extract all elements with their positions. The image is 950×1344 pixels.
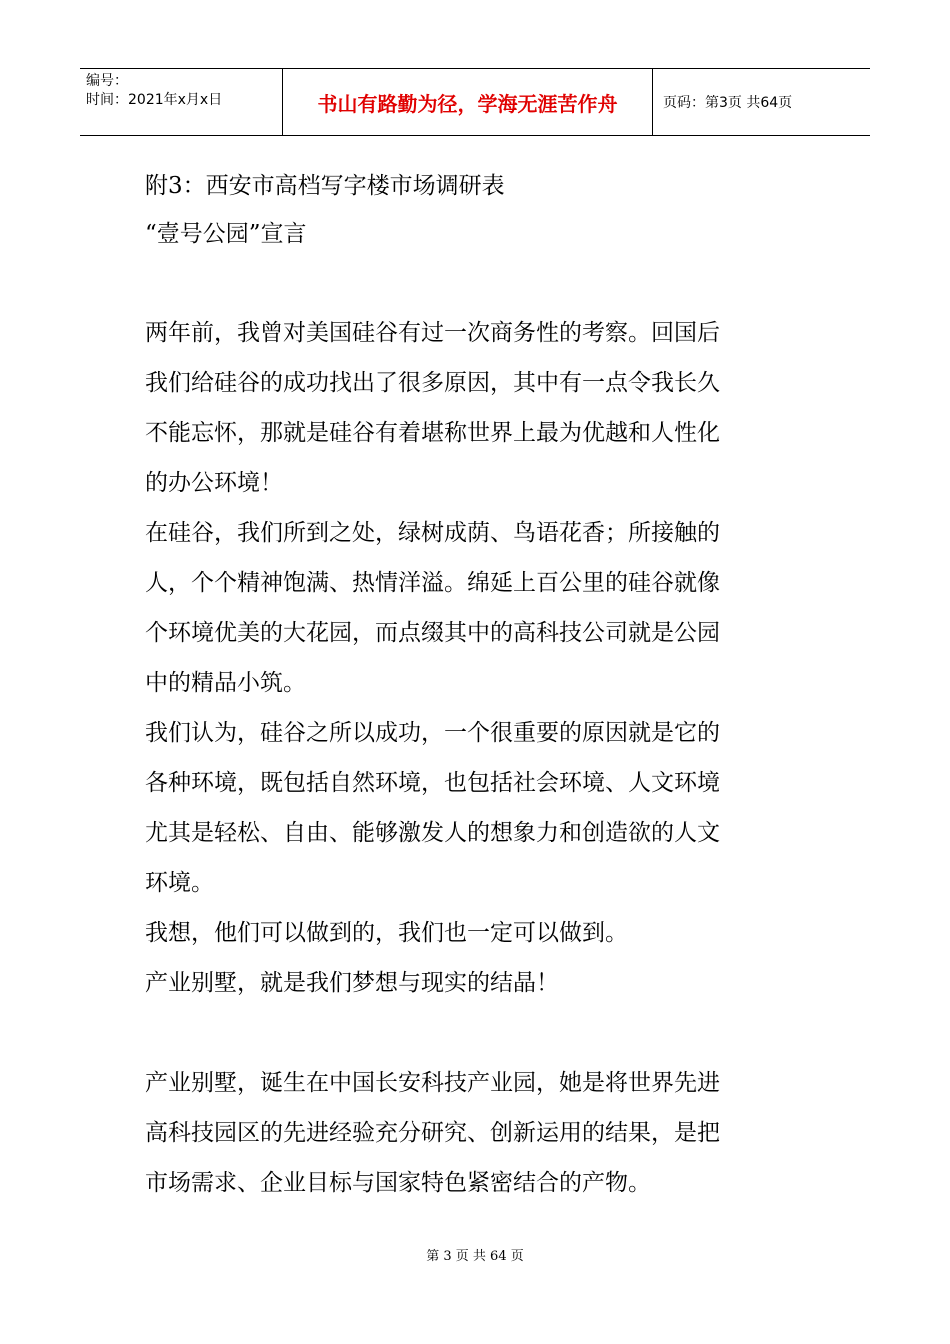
- body-line: 我想，他们可以做到的，我们也一定可以做到。: [145, 920, 628, 946]
- document-number-label: 编号：: [86, 73, 128, 89]
- body-line: 个环境优美的大花园，而点缀其中的高科技公司就是公园: [145, 620, 720, 646]
- body-line: 不能忘怀，那就是硅谷有着堪称世界上最为优越和人性化: [145, 420, 720, 446]
- body-line: 产业别墅，就是我们梦想与现实的结晶！: [145, 970, 559, 996]
- page-header: [80, 68, 870, 136]
- document-body: [145, 162, 810, 1208]
- body-line: 我们认为，硅谷之所以成功，一个很重要的原因就是它的: [145, 720, 720, 746]
- blank-line: [145, 1008, 810, 1058]
- header-page-code: 页码：第3页 共64页: [663, 95, 793, 111]
- document-time-label: 时间：2021年x月x日: [86, 92, 223, 108]
- body-line: 市场需求、企业目标与国家特色紧密结合的产物。: [145, 1170, 651, 1196]
- body-line: 两年前，我曾对美国硅谷有过一次商务性的考察。回国后: [145, 320, 720, 346]
- body-line: 人，个个精神饱满、热情洋溢。绵延上百公里的硅谷就像: [145, 570, 720, 596]
- blank-line: [145, 258, 810, 308]
- page-footer: 第 3 页 共 64 页: [426, 1249, 524, 1264]
- document-subtitle: “壹号公园”宣言: [145, 221, 307, 247]
- body-line: 中的精品小筑。: [145, 670, 306, 696]
- body-line: 各种环境，既包括自然环境，也包括社会环境、人文环境: [145, 770, 720, 796]
- body-line: 产业别墅，诞生在中国长安科技产业园，她是将世界先进: [145, 1070, 720, 1096]
- body-line: 我们给硅谷的成功找出了很多原因，其中有一点令我长久: [145, 370, 720, 396]
- body-line: 尤其是轻松、自由、能够激发人的想象力和创造欲的人文: [145, 820, 720, 846]
- body-line: 的办公环境！: [145, 470, 283, 496]
- header-motto: 书山有路勤为径，学海无涯苦作舟: [283, 69, 653, 135]
- body-line: 高科技园区的先进经验充分研究、创新运用的结果，是把: [145, 1120, 720, 1146]
- header-meta: [80, 69, 283, 135]
- body-line: 在硅谷，我们所到之处，绿树成荫、鸟语花香；所接触的: [145, 520, 720, 546]
- body-line: 环境。: [145, 870, 214, 896]
- appendix-title: 附3：西安市高档写字楼市场调研表: [145, 173, 505, 199]
